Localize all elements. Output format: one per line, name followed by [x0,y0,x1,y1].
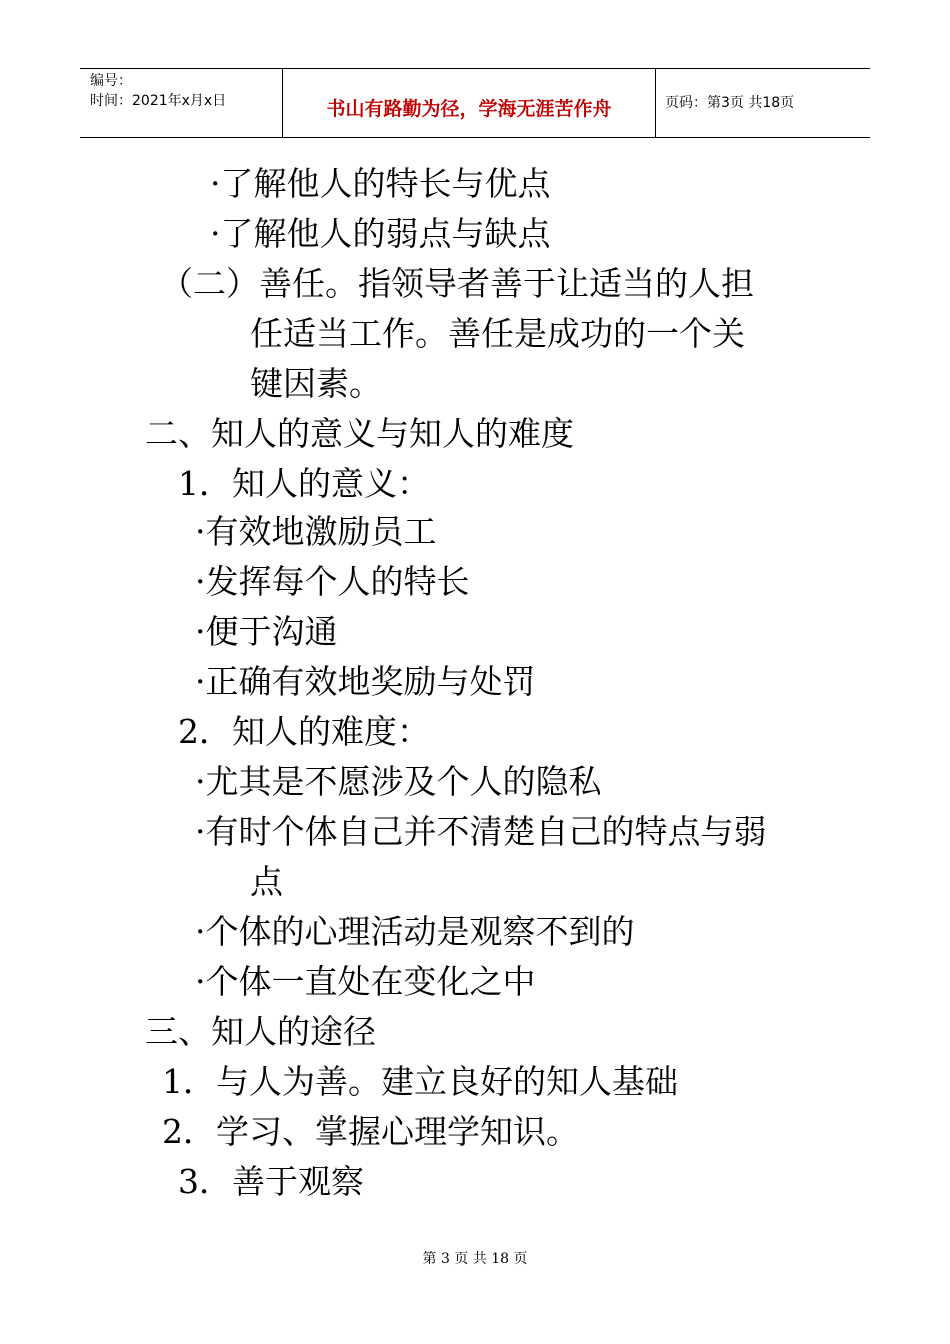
bullet-line: ·个体一直处在变化之中 [195,962,536,1001]
paragraph-line: 键因素。 [250,364,382,403]
numbered-item: 2．学习、掌握心理学知识。 [162,1112,579,1151]
bullet-line: ·了解他人的特长与优点 [210,164,551,203]
paragraph-line: 任适当工作。善任是成功的一个关 [250,314,745,353]
section-heading: 二、知人的意义与知人的难度 [145,414,574,453]
paragraph-line: 点 [250,862,283,901]
bullet-line: ·了解他人的弱点与缺点 [210,214,551,253]
page-header [80,68,870,138]
bullet-line: ·发挥每个人的特长 [195,562,470,601]
bullet-line: ·正确有效地奖励与处罚 [195,662,536,701]
numbered-item: 1．与人为善。建立良好的知人基础 [162,1062,678,1101]
bullet-line: ·有时个体自己并不清楚自己的特点与弱 [195,812,767,851]
bullet-line: ·便于沟通 [195,612,338,651]
numbered-item: 3．善于观察 [178,1162,364,1201]
numbered-item: 1．知人的意义： [178,464,430,503]
time-label: 时间：2021年x月x日 [90,93,227,109]
number-label: 编号： [90,73,132,89]
bullet-line: ·尤其是不愿涉及个人的隐私 [195,762,602,801]
header-page-cell [655,69,870,137]
section-heading: 三、知人的途径 [145,1012,376,1051]
bullet-line: ·有效地激励员工 [195,512,437,551]
page-info: 页码：第3页 共18页 [665,95,795,111]
header-meta [80,69,282,137]
numbered-item: 2．知人的难度： [178,712,430,751]
subsection-heading: （二）善任。指领导者善于让适当的人担 [160,264,754,303]
motto: 书山有路勤为径，学海无涯苦作舟 [326,98,612,120]
header-motto-cell [282,69,656,137]
page-footer: 第 3 页 共 18 页 [422,1251,528,1267]
bullet-line: ·个体的心理活动是观察不到的 [195,912,635,951]
